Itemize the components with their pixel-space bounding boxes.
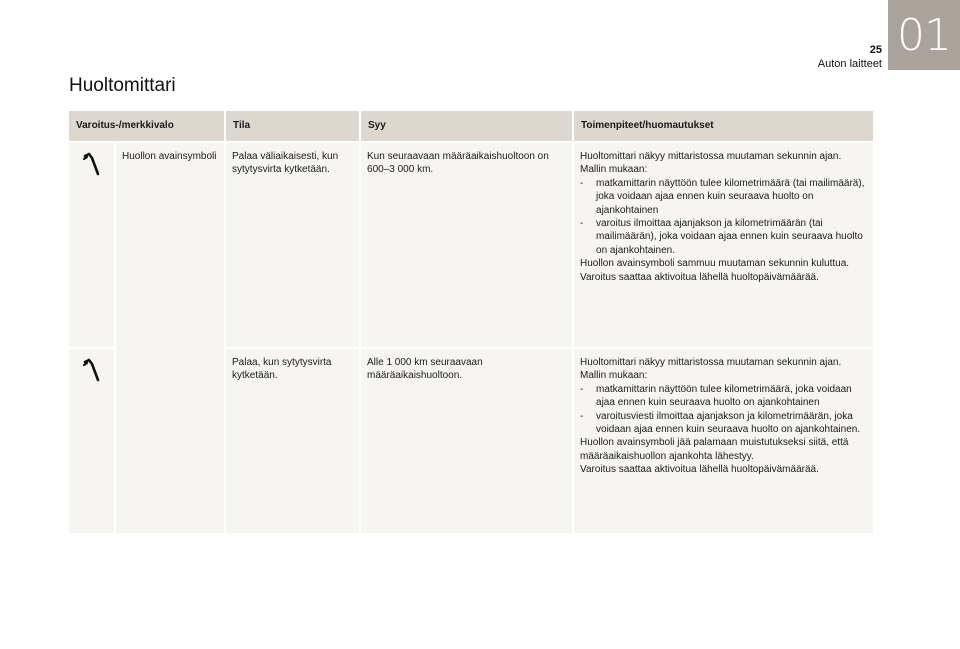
action-bullet: - matkamittarin näyttöön tulee kilometrimäärä, joka voidaan ajaa ennen kuin seuraava huolto on ajankohtainen [580, 383, 852, 409]
page-title: Huoltomittari [69, 75, 176, 96]
table-row [69, 142, 873, 348]
icon-cell [69, 348, 115, 533]
bullet-text: varoitus ilmoittaa ajanjakson ja kilometrimäärän (tai mailimäärän), joka voidaan ajaa ennen kuin seuraava huolto on ajankohtainen. [596, 218, 863, 256]
state-text: Palaa väliaikaisesti, kun sytytysvirta kytketään. [232, 151, 339, 176]
cause-text: Kun seuraavaan määräaikaishuoltoon on 600–3 000 km. [367, 151, 549, 176]
action-bullet: - varoitus ilmoittaa ajanjakson ja kilometrimäärän (tai mailimäärän), joka voidaan ajaa ennen kuin seuraava huolto on ajankohtainen. [580, 218, 863, 256]
action-line: Huollon avainsymboli jää palamaan muistutukseksi siitä, että määräaikaishuollon ajankohta lähestyy. [580, 437, 849, 462]
cause-cell [360, 142, 573, 348]
bullet-text: varoitusviesti ilmoittaa ajanjakson ja kilometrimäärän, joka voidaan ajaa ennen kuin seuraava huolto on ajankohtainen. [596, 410, 861, 436]
icon-cell [69, 142, 115, 348]
warning-light-table [69, 111, 873, 533]
column-header: Tila [225, 111, 360, 142]
action-bullet: - matkamittarin näyttöön tulee kilometrimäärä (tai mailimäärä), joka voidaan ajaa ennen kuin seuraava huolto on ajankohtainen [580, 177, 865, 216]
state-cell [225, 348, 360, 533]
state-text: Palaa, kun sytytysvirta kytketään. [232, 357, 332, 382]
chapter-name: Auton laitteet [817, 58, 882, 70]
chapter-tab [888, 0, 960, 70]
action-line: Varoitus saattaa aktivoitua lähellä huoltopäivämäärää. [580, 271, 819, 283]
page-number: 25 [869, 44, 882, 56]
warning-name: Huollon avainsymboli [122, 151, 217, 162]
action-line: Mallin mukaan: [580, 164, 648, 176]
action-bullet: - varoitusviesti ilmoittaa ajanjakson ja kilometrimäärän, joka voidaan ajaa ennen kuin seuraava huolto on ajankohtainen. [580, 410, 861, 436]
action-line: Huollon avainsymboli sammuu muutaman sekunnin kuluttua. [580, 258, 850, 270]
action-line: Varoitus saattaa aktivoitua lähellä huoltopäivämäärää. [580, 464, 819, 476]
cause-text: Alle 1 000 km seuraavaan määräaikaishuoltoon. [367, 357, 483, 382]
bullet-text: matkamittarin näyttöön tulee kilometrimäärä (tai mailimäärä), joka voidaan ajaa ennen kuin seuraava huolto on ajankohtainen [596, 177, 865, 216]
table-header-row [69, 111, 873, 142]
wrench-icon [82, 150, 102, 180]
actions-cell [573, 142, 873, 348]
state-cell [225, 142, 360, 348]
chapter-number: 01 [897, 9, 951, 61]
action-line: Huoltomittari näkyy mittaristossa muutaman sekunnin ajan. [580, 357, 842, 368]
cause-cell [360, 348, 573, 533]
column-header: Toimenpiteet/huomautukset [573, 111, 873, 142]
action-line: Mallin mukaan: [580, 370, 648, 382]
actions-cell [573, 348, 873, 533]
column-header: Varoitus-/merkkivalo [69, 111, 225, 142]
action-line: Huoltomittari näkyy mittaristossa muutaman sekunnin ajan. [580, 151, 842, 162]
bullet-text: matkamittarin näyttöön tulee kilometrimäärä, joka voidaan ajaa ennen kuin seuraava huolto on ajankohtainen [596, 383, 852, 409]
warning-name-cell [115, 142, 225, 533]
column-header: Syy [360, 111, 573, 142]
wrench-icon [82, 356, 102, 386]
